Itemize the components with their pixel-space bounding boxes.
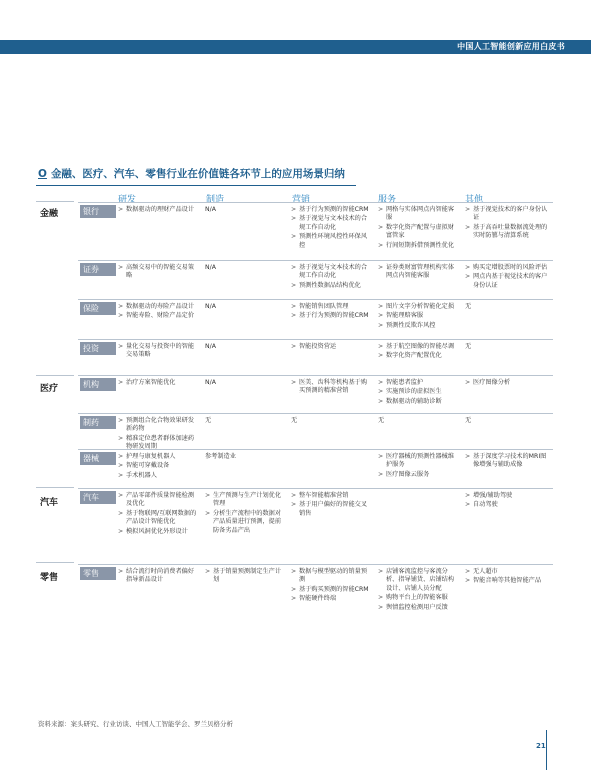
bullet-marker: > (465, 264, 471, 271)
bullet-marker: > (291, 303, 297, 310)
row-divider (78, 449, 553, 450)
bullet-marker: > (378, 241, 384, 249)
cell-item-text: 产品零部件质量智能检测及优化 (126, 492, 195, 508)
cell-item (118, 343, 200, 360)
cell-item (378, 388, 460, 396)
column-header-other: 其他 (465, 195, 484, 205)
cell-item-text: 智能投资营运 (299, 343, 337, 350)
section-title (38, 166, 345, 181)
bullet-marker: > (291, 215, 297, 223)
cell-item (205, 568, 285, 585)
table-cell (291, 379, 373, 397)
bullet-marker: > (378, 264, 384, 271)
cell-item-text: 基于行为预测的智能CRM (299, 312, 369, 320)
bullet-marker: > (291, 595, 297, 603)
cell-item (378, 417, 460, 425)
bullet-marker: > (378, 453, 384, 460)
cell-item (378, 264, 460, 281)
cell-item (378, 352, 460, 360)
cell-item-text: 无人超市 (473, 568, 498, 575)
sub-sector-tag: 保险 (80, 302, 116, 315)
column-header-manufacturing: 制造 (206, 195, 225, 205)
sub-sector-tag: 银行 (80, 205, 116, 218)
bullet-marker: > (118, 434, 124, 442)
cell-item-text: 医疗图像分析 (473, 379, 511, 386)
cell-item (118, 453, 200, 461)
bullet-marker: > (118, 568, 124, 575)
table-cell (205, 568, 285, 586)
column-header-marketing: 营销 (292, 195, 311, 205)
bullet-marker: > (378, 388, 384, 396)
cell-item (378, 312, 460, 320)
cell-item-text: N/A (205, 303, 216, 310)
cell-item (205, 264, 285, 272)
cell-item (465, 492, 551, 500)
table-cell (205, 206, 285, 215)
bullet-marker: > (291, 379, 297, 386)
cell-item-text: 智能可穿戴设备 (126, 462, 170, 470)
cell-item-text: 手术机器人 (126, 471, 157, 479)
industry-divider (36, 201, 74, 202)
table-cell (118, 417, 200, 453)
cell-item (465, 206, 551, 223)
cell-item-text: 高频交易中的智能交易策略 (126, 264, 195, 280)
cell-item (465, 417, 551, 425)
cell-item-text: 基于用户偏好的智能交叉销售 (299, 501, 368, 517)
cell-item (291, 586, 373, 594)
table-cell (465, 343, 551, 352)
cell-item-text: 购物平台上的智能客服 (386, 594, 448, 602)
cell-item-text: 网点内基于视觉技术的客户身份认证 (473, 273, 548, 289)
cell-item (465, 501, 551, 509)
cell-item-text: 基于深度学习技术的MRI图像增强与辅助成像 (473, 453, 547, 469)
cell-item-text: 数字化资产配置与虚拟财富管家 (386, 223, 455, 240)
cell-item (291, 501, 373, 518)
row-divider (78, 413, 553, 414)
cell-item (118, 206, 200, 214)
bullet-marker: > (378, 594, 384, 602)
sub-sector-tag: 零售 (80, 567, 116, 580)
table-cell (378, 343, 460, 362)
cell-item-text: 预测性环境风控性环保风控 (299, 233, 368, 249)
cell-item-text: 整车智能精准营销 (299, 492, 349, 499)
cell-item-text: 医疗器械的预测性器械维护服务 (386, 453, 455, 469)
cell-item-text: 治疗方案智能优化 (126, 379, 176, 386)
cell-item (205, 303, 285, 311)
sub-sector-tag: 证券 (80, 263, 116, 276)
bullet-marker: > (118, 492, 124, 499)
bullet-marker: > (291, 343, 297, 350)
bullet-marker: > (118, 527, 124, 535)
bullet-marker: > (118, 206, 124, 213)
cell-item (378, 303, 460, 311)
industry-label: 金融 (40, 209, 59, 219)
table-cell (205, 303, 285, 312)
cell-item-text: N/A (205, 206, 216, 213)
cell-item-text: 图片文字分析智能化定损 (386, 303, 455, 310)
cell-item (378, 398, 460, 406)
bullet-marker: > (291, 568, 297, 575)
column-header-service: 服务 (378, 195, 397, 205)
table-cell (118, 379, 200, 388)
bullet-marker: > (465, 379, 471, 386)
industry-divider (36, 375, 74, 376)
cell-item (118, 492, 200, 509)
cell-item (205, 379, 285, 387)
cell-item-text: 数据驱动的辅助诊断 (386, 397, 442, 405)
cell-item-text: 预测性反欺诈风控 (386, 321, 436, 329)
cell-item (291, 379, 373, 396)
cell-item (118, 379, 200, 387)
cell-item-text: N/A (205, 379, 216, 386)
cell-item-text: 增强/辅助驾驶 (473, 492, 513, 499)
cell-item-text: 生产预测与生产计划优化管理 (213, 492, 282, 508)
cell-item-text: 自动驾驶 (473, 501, 498, 509)
bullet-marker: > (291, 233, 297, 241)
bullet-marker: > (118, 417, 124, 424)
industry-divider (36, 562, 74, 563)
cell-item-text: 基于行为预测的智能CRM (299, 206, 369, 213)
cell-item-text: 无 (465, 417, 472, 424)
cell-item-text: 医美、齿科等机构基于购买预测的精准营销 (299, 379, 368, 395)
cell-item (378, 568, 460, 593)
cell-item (291, 312, 373, 320)
bullet-marker: > (291, 492, 297, 499)
cell-item (465, 273, 551, 290)
bullet-marker: > (205, 568, 211, 575)
sub-sector-tag: 器械 (80, 452, 116, 465)
cell-item-text: 无 (205, 417, 212, 424)
bullet-marker: > (465, 206, 471, 213)
cell-item (118, 264, 200, 281)
row-divider (78, 564, 553, 565)
cell-item (465, 453, 551, 470)
row-divider (78, 260, 553, 261)
table-cell (291, 568, 373, 605)
cell-item (378, 379, 460, 387)
bullet-marker: > (291, 312, 297, 320)
cell-item-text: 基于高吞吐量数据流处理的实时防篡与清算系统 (473, 223, 548, 240)
cell-item-text: 网格与实体网点内智能客服 (386, 206, 455, 222)
bullet-marker: > (378, 352, 384, 360)
cell-item (291, 417, 373, 425)
cell-item-text: 智能理赔客服 (386, 312, 424, 320)
table-cell (378, 264, 460, 282)
table-cell (291, 343, 373, 352)
table-cell (378, 568, 460, 613)
table-cell (465, 453, 551, 471)
cell-item-text: 预测组合化合物效果研发新药物 (126, 417, 195, 433)
source-note: 资料来源：案头研究、行业访谈、中国人工智能学会、罗兰贝格分析 (38, 720, 233, 728)
document-title: 中国人工智能创新应用白皮书 (457, 42, 565, 51)
cell-item-text: 智能患者监护 (386, 379, 424, 386)
bullet-marker: > (291, 206, 297, 213)
cell-item-text: 精准定位患者群体加速药物研发周期 (126, 434, 195, 451)
bullet-marker: > (118, 453, 124, 460)
table-cell (465, 568, 551, 587)
bullet-marker: > (291, 281, 297, 289)
cell-item (465, 224, 551, 241)
row-divider (78, 339, 553, 340)
table-cell (118, 303, 200, 322)
row-divider (78, 375, 553, 376)
bullet-marker: > (378, 321, 384, 329)
cell-item (291, 343, 373, 351)
bullet-marker: > (465, 577, 471, 585)
cell-item (291, 206, 373, 214)
cell-item-text: 预测性数据品结构优化 (299, 281, 361, 289)
cell-item-text: 无 (378, 417, 385, 424)
cell-item (378, 322, 460, 330)
row-divider (78, 299, 553, 300)
bullet-marker: > (378, 568, 384, 575)
cell-item (205, 343, 285, 351)
cell-item-text: 证券类财富管理机构实体网点内智能客服 (386, 264, 455, 280)
cell-item (291, 303, 373, 311)
cell-item (378, 343, 460, 351)
bullet-marker: > (291, 264, 297, 271)
bullet-marker: > (378, 603, 384, 611)
bullet-marker: > (118, 509, 124, 517)
cell-item-text: 数据驱动的理财产品设计 (126, 206, 195, 213)
table-cell (205, 417, 285, 426)
sub-sector-tag: 机构 (80, 378, 116, 391)
table-cell (291, 264, 373, 291)
table-cell (378, 417, 460, 426)
cell-item-text: N/A (205, 343, 216, 350)
cell-item-text: 基于航空图像的智能尽调 (386, 343, 455, 350)
cell-item (118, 510, 200, 527)
row-divider (78, 488, 553, 489)
cell-item-text: N/A (205, 264, 216, 271)
bullet-marker: > (378, 343, 384, 350)
cell-item-text: 智能寿险、财险产品定价 (126, 312, 195, 320)
cell-item-text: 购买定增股票时的风险评估 (473, 264, 548, 271)
table-cell (205, 264, 285, 273)
cell-item-text: 基于视觉与文本技术的合规工作自动化 (299, 264, 368, 280)
cell-item (378, 242, 460, 250)
cell-item-text: 无 (465, 303, 472, 310)
cell-item (465, 379, 551, 387)
cell-item (465, 303, 551, 311)
cell-item (291, 264, 373, 281)
cell-item (118, 462, 200, 470)
bullet-marker: > (465, 223, 471, 231)
cell-item (378, 604, 460, 612)
industry-label: 医疗 (40, 384, 59, 394)
bullet-marker: > (118, 379, 124, 386)
bullet-marker: > (465, 273, 471, 281)
cell-item-text: 智能音响等其他智能产品 (473, 577, 542, 585)
cell-item-text: 无 (465, 343, 472, 350)
bullet-marker: > (465, 501, 471, 509)
cell-item-text: 参考制造业 (205, 453, 236, 460)
cell-item-text: 量化交易与投资中的智能交易策略 (126, 343, 195, 359)
section-heading: 金融、医疗、汽车、零售行业在价值链各环节上的应用场景归纳 (50, 168, 345, 180)
row-divider (78, 202, 553, 203)
table-cell (465, 417, 551, 426)
bullet-marker: > (118, 312, 124, 320)
bullet-marker: > (378, 312, 384, 320)
table-cell (291, 206, 373, 251)
table-cell (205, 379, 285, 388)
cell-item (118, 303, 200, 311)
cell-item (291, 492, 373, 500)
industry-label: 汽车 (40, 498, 59, 508)
industry-label: 零售 (40, 573, 59, 583)
cell-item (378, 453, 460, 470)
table-cell (118, 453, 200, 481)
bullet-marker: > (118, 264, 124, 271)
cell-item (291, 282, 373, 290)
cell-item-text: 智能硬件终端 (299, 595, 337, 603)
cell-item-text: 模拟风洞优化外形设计 (126, 527, 188, 535)
cell-item-text: 数字化资产配置优化 (386, 352, 442, 360)
cell-item-text: 基于购买预测的智能CRM (299, 585, 369, 593)
cell-item (205, 417, 285, 425)
cell-item-text: 行间短期拆借预测性优化 (386, 241, 455, 249)
bullet-marker: > (291, 585, 297, 593)
cell-item-text: 舆情监控检测用户反馈 (386, 603, 448, 611)
cell-item (118, 312, 200, 320)
cell-item (378, 594, 460, 602)
bullet-marker: > (465, 492, 471, 499)
header-bar (0, 40, 591, 54)
cell-item (205, 453, 285, 461)
table-cell (291, 492, 373, 519)
cell-item-text: 数据驱动的寿险产品设计 (126, 303, 195, 310)
cell-item-text: 分析生产流程中的数据对产品质量进行预测，提前防备劣品产出 (213, 509, 282, 534)
cell-item (291, 595, 373, 603)
cell-item (118, 472, 200, 480)
cell-item (118, 528, 200, 536)
table-cell (378, 453, 460, 480)
table-cell (118, 568, 200, 586)
bullet-marker: > (378, 223, 384, 231)
section-number: O (38, 168, 47, 180)
cell-item (118, 568, 200, 585)
bullet-marker: > (118, 343, 124, 350)
table-cell (291, 417, 373, 426)
bullet-marker: > (378, 303, 384, 310)
cell-item (291, 568, 373, 585)
bullet-marker: > (118, 471, 124, 479)
table-cell (118, 343, 200, 361)
cell-item (205, 510, 285, 535)
cell-item-text: 无 (291, 417, 298, 424)
bullet-marker: > (205, 492, 211, 499)
title-rule (36, 185, 356, 186)
column-header-rnd: 研发 (118, 195, 137, 205)
cell-item-text: 基于视觉与文本技术的合规工作自动化 (299, 215, 368, 231)
bullet-marker: > (465, 568, 471, 575)
cell-item (465, 568, 551, 576)
cell-item-text: 基于视觉技术的客户身份认证 (473, 206, 548, 222)
cell-item-text: 护理与康复机器人 (126, 453, 176, 460)
cell-item-text: 智能销售团队管理 (299, 303, 349, 310)
cell-item-text: 店铺客流监控与客流分析、指导铺货、店铺结构设计、店铺人员分配 (386, 568, 455, 592)
table-cell (378, 303, 460, 331)
cell-item (378, 471, 460, 479)
table-cell (205, 492, 285, 536)
table-cell (378, 206, 460, 251)
sub-sector-tag: 制药 (80, 416, 116, 429)
cell-item-text: 实施预诊的虚拟医生 (386, 388, 442, 396)
cell-item-text: 结合流行时尚消费者偏好指导新品设计 (126, 568, 195, 584)
table-cell (465, 303, 551, 312)
table-cell (291, 303, 373, 322)
table-cell (205, 453, 285, 462)
bullet-marker: > (378, 379, 384, 386)
bullet-marker: > (118, 462, 124, 470)
bullet-marker: > (118, 303, 124, 310)
cell-item-text: 基于物联网/互联网数据的产品设计智能优化 (126, 509, 197, 526)
table-cell (465, 206, 551, 242)
cell-item (465, 577, 551, 585)
cell-item (291, 233, 373, 250)
page-rule (546, 730, 547, 770)
bullet-marker: > (205, 509, 211, 517)
cell-item (118, 417, 200, 434)
bullet-marker: > (291, 501, 297, 509)
sub-sector-tag: 汽车 (80, 491, 116, 504)
table-cell (465, 492, 551, 511)
table-cell (465, 379, 551, 388)
page-number: 21 (536, 742, 546, 750)
table-cell (118, 264, 200, 282)
table-cell (118, 206, 200, 215)
bullet-marker: > (378, 470, 384, 478)
industry-divider (36, 487, 74, 488)
bullet-marker: > (378, 206, 384, 213)
cell-item (378, 224, 460, 241)
cell-item (465, 264, 551, 272)
bullet-marker: > (378, 397, 384, 405)
cell-item-text: 数据与模型驱动的销量预测 (299, 568, 368, 584)
cell-item-text: 基于销量预测制定生产计划 (213, 568, 282, 584)
table-cell (205, 343, 285, 352)
cell-item (205, 206, 285, 214)
table-cell (378, 379, 460, 407)
cell-item (378, 206, 460, 223)
cell-item (205, 492, 285, 509)
table-cell (465, 264, 551, 291)
table-cell (118, 492, 200, 537)
cell-item (291, 215, 373, 232)
cell-item-text: 医疗图像云服务 (386, 470, 430, 478)
cell-item (465, 343, 551, 351)
sub-sector-tag: 投资 (80, 342, 116, 355)
bullet-marker: > (465, 453, 471, 460)
